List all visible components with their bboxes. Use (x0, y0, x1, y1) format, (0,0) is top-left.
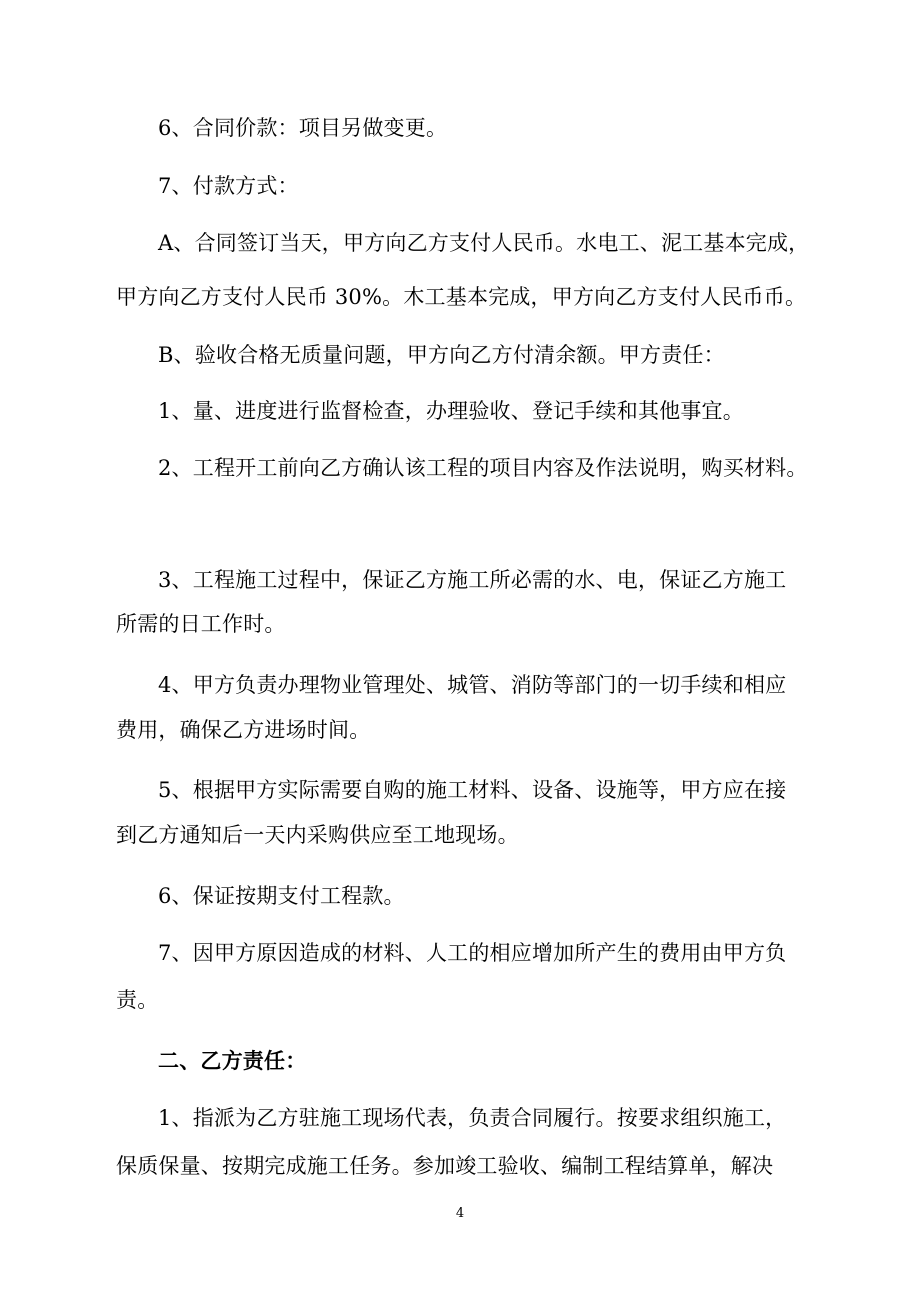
clause-a-line-1: A、合同签订当天，甲方向乙方支付人民币。水电工、泥工基本完成， (158, 231, 810, 255)
clause-b-line: B、验收合格无质量问题，甲方向乙方付清余额。甲方责任： (158, 343, 725, 367)
party-a-duty-2: 2、工程开工前向乙方确认该工程的项目内容及作法说明，购买材料。 (158, 456, 808, 480)
party-b-duty-1-line-1: 1、指派为乙方驻施工现场代表，负责合同履行。按要求组织施工， (158, 1106, 787, 1130)
party-a-duty-7-line-1: 7、因甲方原因造成的材料、人工的相应增加所产生的费用由甲方负 (158, 941, 787, 965)
party-a-duty-7-line-2: 责。 (116, 988, 159, 1012)
party-a-duty-3-line-1: 3、工程施工过程中，保证乙方施工所必需的水、电，保证乙方施工 (158, 568, 787, 592)
page-number: 4 (455, 1206, 465, 1221)
party-a-duty-4-line-1: 4、甲方负责办理物业管理处、城管、消防等部门的一切手续和相应 (158, 673, 787, 697)
party-a-duty-5-line-2: 到乙方通知后一天内采购供应至工地现场。 (116, 823, 519, 847)
clause-a-line-2: 甲方向乙方支付人民币 30%。木工基本完成，甲方向乙方支付人民币币。 (116, 285, 807, 309)
party-b-duty-1-line-2: 保质保量、按期完成施工任务。参加竣工验收、编制工程结算单，解决 (116, 1154, 774, 1178)
party-a-duty-5-line-1: 5、根据甲方实际需要自购的施工材料、设备、设施等，甲方应在接 (158, 778, 787, 802)
party-a-duty-6: 6、保证按期支付工程款。 (158, 884, 405, 908)
party-a-duty-3-line-2: 所需的日工作时。 (116, 612, 286, 636)
clause-6-contract-price: 6、合同价款：项目另做变更。 (158, 116, 448, 140)
party-a-duty-1: 1、量、进度进行监督检查，办理验收、登记手续和其他事宜。 (158, 399, 744, 423)
clause-7-payment-method: 7、付款方式： (158, 174, 299, 198)
section-heading-party-b-duties: 二、乙方责任： (158, 1048, 307, 1073)
party-a-duty-4-line-2: 费用，确保乙方进场时间。 (116, 718, 371, 742)
